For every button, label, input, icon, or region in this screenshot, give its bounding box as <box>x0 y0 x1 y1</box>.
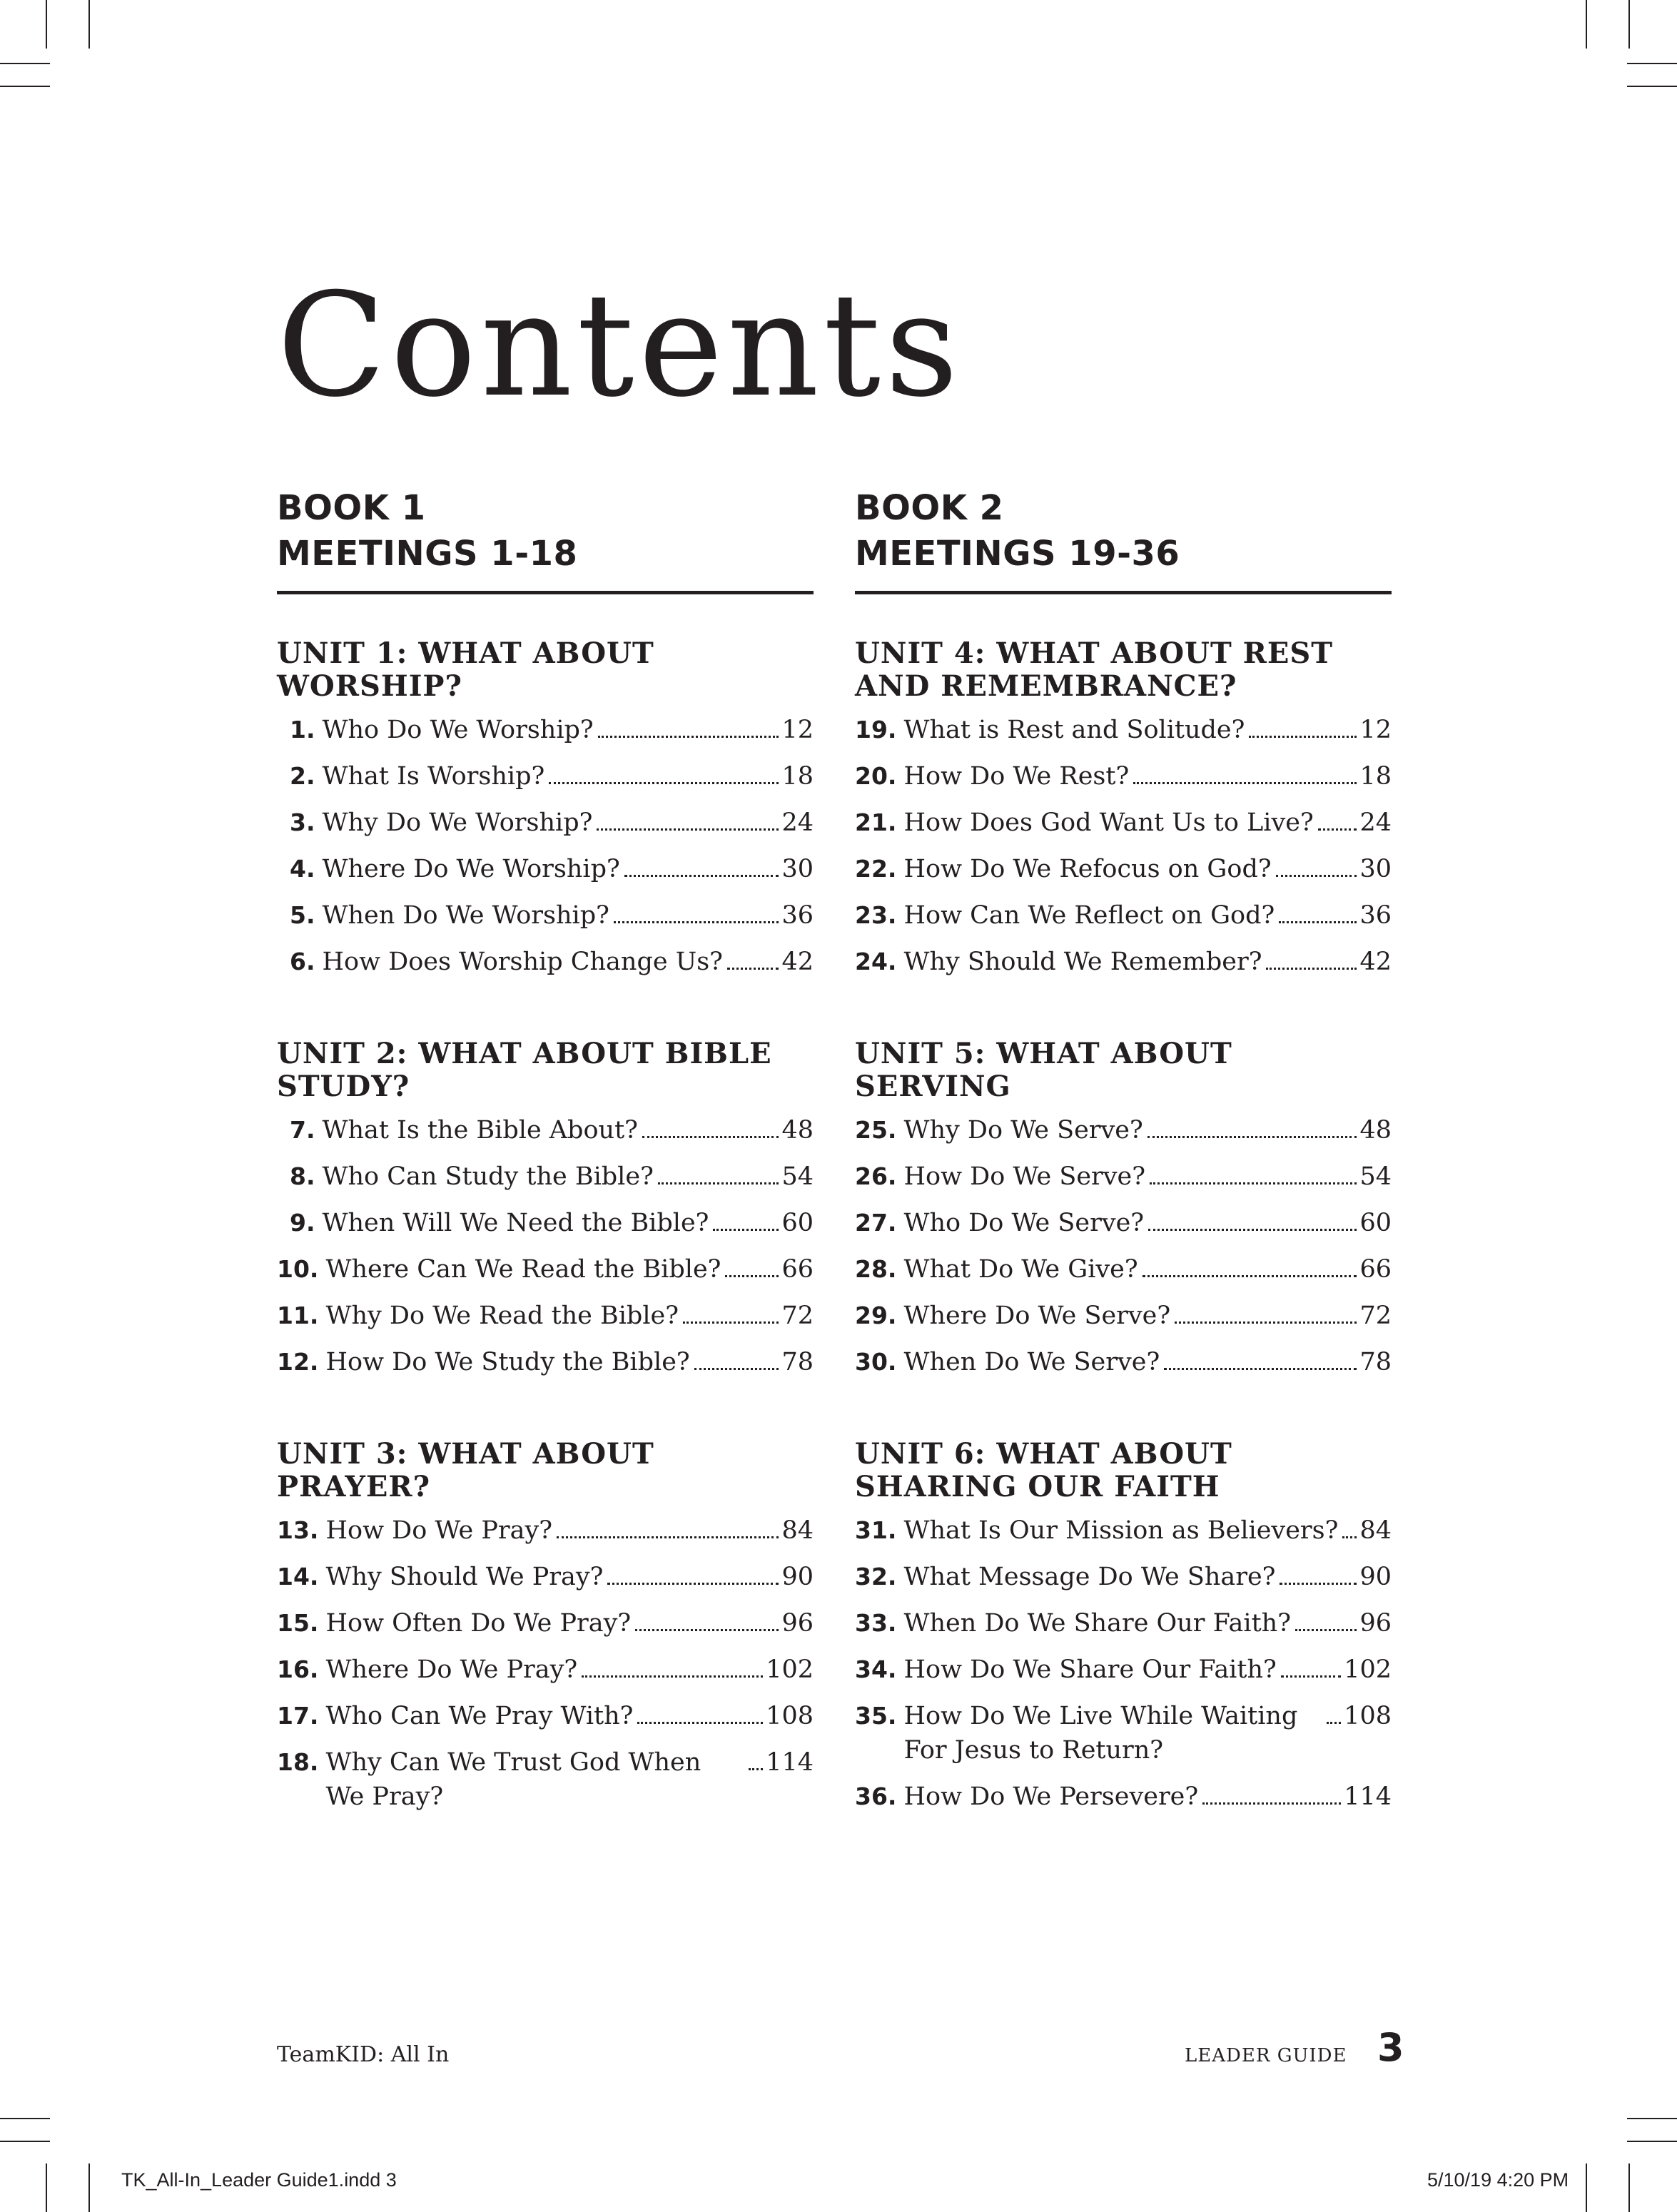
page-number: 96 <box>1359 1609 1392 1638</box>
meeting-number: 3. <box>290 808 315 836</box>
dot-leader <box>1249 736 1357 738</box>
meeting-number: 9. <box>290 1209 315 1237</box>
toc-entry[interactable] <box>855 1252 1392 1287</box>
toc-entry[interactable] <box>855 945 1392 979</box>
book-heading <box>277 485 814 577</box>
toc-unit <box>277 637 814 979</box>
dot-leader <box>1266 968 1357 970</box>
page-number: 36 <box>781 901 814 930</box>
dot-leader <box>1276 875 1357 877</box>
page-number: 18 <box>781 762 814 791</box>
toc-entry[interactable] <box>277 1299 814 1333</box>
meeting-title: When Do We Share Our Faith? <box>903 1609 1291 1638</box>
dot-leader <box>683 1321 779 1324</box>
meeting-title: What Do We Give? <box>903 1255 1138 1284</box>
entry-body <box>325 1699 814 1733</box>
crop-mark <box>0 86 50 87</box>
heading-rule <box>277 591 814 594</box>
dot-leader <box>549 782 779 784</box>
page-number: 12 <box>1359 716 1392 744</box>
entry-body <box>903 1252 1392 1287</box>
meeting-title: How Do We Rest? <box>903 762 1130 791</box>
book-label: BOOK 1 <box>277 488 426 528</box>
toc-entry[interactable] <box>277 1206 814 1240</box>
toc-entry[interactable] <box>855 1513 1392 1548</box>
meeting-number: 7. <box>290 1116 315 1144</box>
dot-leader <box>635 1629 779 1631</box>
page-number: 24 <box>1359 808 1392 837</box>
toc-entry[interactable] <box>277 1113 814 1147</box>
page-number: 84 <box>781 1516 814 1545</box>
meeting-title: How Can We Reflect on God? <box>903 901 1275 930</box>
meeting-title: How Does God Want Us to Live? <box>903 808 1314 837</box>
dot-leader <box>1175 1321 1357 1324</box>
page-number: 42 <box>781 948 814 976</box>
book-label: BOOK 2 <box>855 488 1004 528</box>
book-2-column <box>855 485 1392 1872</box>
entry-body <box>325 1606 814 1640</box>
dot-leader <box>1318 828 1357 831</box>
meeting-title: What Is the Bible About? <box>322 1116 638 1145</box>
meeting-number: 16. <box>277 1655 319 1683</box>
book-heading <box>855 485 1392 577</box>
meeting-title: Where Do We Pray? <box>325 1655 578 1684</box>
toc-entry[interactable] <box>855 1780 1392 1814</box>
page-number: 66 <box>781 1255 814 1284</box>
toc-unit <box>855 637 1392 979</box>
entry-body <box>903 898 1392 933</box>
toc-unit <box>277 1438 814 1814</box>
meeting-title: What is Rest and Solitude? <box>903 716 1245 744</box>
meeting-number: 20. <box>855 762 897 790</box>
dot-leader <box>1279 921 1357 923</box>
toc-entry[interactable] <box>855 806 1392 840</box>
meeting-title: How Often Do We Pray? <box>325 1609 632 1638</box>
entry-body <box>903 1299 1392 1333</box>
crop-mark <box>1627 2118 1677 2119</box>
meeting-title: Why Can We Trust God When We Pray? <box>325 1748 701 1811</box>
page-number: 102 <box>766 1655 814 1684</box>
toc-entry[interactable] <box>277 1160 814 1194</box>
dot-leader <box>713 1229 779 1231</box>
page-number: 36 <box>1359 901 1392 930</box>
page-number: 66 <box>1359 1255 1392 1284</box>
meeting-number: 5. <box>290 901 315 929</box>
toc-entry[interactable] <box>855 1653 1392 1687</box>
meeting-title: Why Do We Worship? <box>322 808 593 837</box>
page-number: 90 <box>781 1563 814 1591</box>
dot-leader <box>637 1722 763 1724</box>
entry-body <box>323 852 814 886</box>
toc-entry[interactable] <box>277 713 814 747</box>
meeting-number: 14. <box>277 1563 319 1590</box>
page-number: 30 <box>781 855 814 883</box>
meeting-title: Why Do We Read the Bible? <box>325 1302 679 1330</box>
meeting-number: 26. <box>855 1162 897 1190</box>
entry-body <box>323 1206 814 1240</box>
entry-body <box>903 1206 1392 1240</box>
entry-body <box>903 1780 1392 1814</box>
unit-title: UNIT 5: WHAT ABOUT SERVING <box>855 1037 1232 1103</box>
meeting-title: How Do We Share Our Faith? <box>903 1655 1277 1684</box>
meeting-title: Who Do We Worship? <box>322 716 594 744</box>
page-number: 54 <box>1359 1162 1392 1191</box>
toc-entry[interactable] <box>855 898 1392 933</box>
unit-title: UNIT 3: WHAT ABOUT PRAYER? <box>277 1437 654 1503</box>
toc-entry[interactable] <box>277 898 814 933</box>
entry-body <box>323 945 814 979</box>
book-1-column <box>277 485 814 1872</box>
dot-leader <box>598 736 779 738</box>
entry-body <box>903 1113 1392 1147</box>
toc-entry[interactable] <box>855 1560 1392 1594</box>
dot-leader <box>1342 1536 1357 1538</box>
page-number: 60 <box>1359 1209 1392 1237</box>
meeting-title: How Do We Pray? <box>325 1516 553 1545</box>
meeting-number: 17. <box>277 1702 319 1730</box>
meeting-number: 13. <box>277 1516 319 1544</box>
entry-body <box>325 1345 814 1379</box>
heading-rule <box>855 591 1392 594</box>
toc-entry[interactable] <box>277 1745 814 1814</box>
toc-entry[interactable] <box>277 806 814 840</box>
meeting-number: 21. <box>855 808 897 836</box>
entry-body <box>903 806 1392 840</box>
meeting-number: 22. <box>855 855 897 883</box>
dot-leader <box>1280 1583 1357 1585</box>
crop-mark <box>1586 0 1587 49</box>
crop-mark <box>46 0 47 49</box>
meeting-title: How Do We Persevere? <box>903 1782 1199 1811</box>
toc-entry[interactable] <box>855 1699 1392 1767</box>
meeting-title: What Is Worship? <box>322 762 545 791</box>
toc-unit <box>277 1037 814 1379</box>
toc-entry[interactable] <box>855 759 1392 793</box>
entry-body <box>323 898 814 933</box>
toc-entry[interactable] <box>277 1653 814 1687</box>
dot-leader <box>624 875 779 877</box>
meeting-number: 15. <box>277 1609 319 1637</box>
toc-entry[interactable] <box>277 1560 814 1594</box>
dot-leader <box>694 1368 779 1370</box>
dot-leader <box>557 1536 779 1538</box>
meeting-number: 19. <box>855 716 897 744</box>
page-number: 84 <box>1359 1516 1392 1545</box>
dot-leader <box>1150 1182 1357 1184</box>
toc-entry[interactable] <box>277 759 814 793</box>
unit-title: UNIT 2: WHAT ABOUT BIBLE STUDY? <box>277 1037 772 1103</box>
crop-mark <box>0 63 50 64</box>
meeting-number: 8. <box>290 1162 315 1190</box>
entry-body <box>323 713 814 747</box>
crop-mark <box>1627 2141 1677 2142</box>
meeting-number: 18. <box>277 1748 319 1776</box>
meetings-range: MEETINGS 1-18 <box>277 534 578 574</box>
entry-body <box>325 1252 814 1287</box>
dot-leader <box>607 1583 779 1585</box>
dot-leader <box>1202 1802 1341 1805</box>
meeting-number: 23. <box>855 901 897 929</box>
dot-leader <box>727 968 779 970</box>
toc-entry[interactable] <box>855 1113 1392 1147</box>
dot-leader <box>725 1275 779 1277</box>
entry-body <box>903 852 1392 886</box>
toc-entry[interactable] <box>855 852 1392 886</box>
meeting-title: Who Do We Serve? <box>903 1209 1145 1237</box>
unit-title: UNIT 1: WHAT ABOUT WORSHIP? <box>277 636 654 703</box>
page-number: 114 <box>1344 1782 1392 1811</box>
meeting-number: 28. <box>855 1255 897 1283</box>
dot-leader <box>749 1768 763 1770</box>
crop-mark <box>88 0 90 49</box>
entry-body <box>325 1513 814 1548</box>
dot-leader <box>1147 1136 1357 1138</box>
entry-body <box>903 1699 1392 1767</box>
meeting-title: Where Do We Serve? <box>903 1302 1171 1330</box>
toc-entry[interactable] <box>277 1252 814 1287</box>
unit-title: UNIT 4: WHAT ABOUT REST AND REMEMBRANCE? <box>855 636 1334 703</box>
page-number: 72 <box>1359 1302 1392 1330</box>
page-number: 78 <box>1359 1348 1392 1376</box>
page-number: 96 <box>781 1609 814 1638</box>
meeting-number: 6. <box>290 948 315 975</box>
meeting-number: 30. <box>855 1348 897 1376</box>
toc-entry[interactable] <box>855 713 1392 747</box>
meeting-number: 4. <box>290 855 315 883</box>
meeting-number: 35. <box>855 1702 897 1730</box>
page-number: 102 <box>1344 1655 1392 1684</box>
footer-page-number: 3 <box>1377 2025 1404 2070</box>
entry-body <box>903 1560 1392 1594</box>
entry-body <box>903 713 1392 747</box>
page-number: 90 <box>1359 1563 1392 1591</box>
entry-body <box>323 759 814 793</box>
meeting-number: 32. <box>855 1563 897 1590</box>
meeting-number: 36. <box>855 1782 897 1810</box>
entry-body <box>323 1160 814 1194</box>
dot-leader <box>658 1182 779 1184</box>
toc-entry[interactable] <box>277 1513 814 1548</box>
meeting-title: What Message Do We Share? <box>903 1563 1276 1591</box>
crop-mark <box>1627 86 1677 87</box>
page-number: 42 <box>1359 948 1392 976</box>
dot-leader <box>1295 1629 1357 1631</box>
crop-mark <box>88 2163 90 2212</box>
entry-body <box>903 945 1392 979</box>
page-number: 12 <box>781 716 814 744</box>
entry-body <box>323 806 814 840</box>
entry-body <box>903 1345 1392 1379</box>
toc-entry[interactable] <box>277 945 814 979</box>
crop-mark <box>0 2118 50 2119</box>
crop-mark <box>1628 2163 1630 2212</box>
slug-filename: TK_All-In_Leader Guide1.indd 3 <box>121 2169 397 2191</box>
page-number: 48 <box>781 1116 814 1145</box>
entry-body <box>903 1606 1392 1640</box>
entry-body <box>903 1513 1392 1548</box>
toc-entry[interactable] <box>855 1299 1392 1333</box>
entry-body <box>903 1653 1392 1687</box>
dot-leader <box>1164 1368 1357 1370</box>
toc-entry[interactable] <box>855 1206 1392 1240</box>
meeting-title: Where Do We Worship? <box>322 855 620 883</box>
page-number: 60 <box>781 1209 814 1237</box>
meeting-title: What Is Our Mission as Believers? <box>903 1516 1339 1545</box>
entry-body <box>323 1113 814 1147</box>
dot-leader <box>614 921 779 923</box>
dot-leader <box>1148 1229 1357 1231</box>
meeting-number: 11. <box>277 1302 319 1329</box>
entry-body <box>325 1745 814 1814</box>
meeting-title: How Do We Serve? <box>903 1162 1146 1191</box>
page-number: 18 <box>1359 762 1392 791</box>
crop-mark <box>0 2141 50 2142</box>
meeting-title: When Will We Need the Bible? <box>322 1209 709 1237</box>
unit-title: UNIT 6: WHAT ABOUT SHARING OUR FAITH <box>855 1437 1232 1503</box>
toc-entry[interactable] <box>855 1345 1392 1379</box>
dot-leader <box>1143 1275 1357 1277</box>
page-number: 48 <box>1359 1116 1392 1145</box>
meeting-title: Why Do We Serve? <box>903 1116 1143 1145</box>
page-number: 108 <box>1344 1702 1392 1730</box>
crop-mark <box>1627 63 1677 64</box>
meeting-title: Who Can Study the Bible? <box>322 1162 654 1191</box>
meeting-number: 1. <box>290 716 315 744</box>
meeting-number: 24. <box>855 948 897 975</box>
meeting-number: 12. <box>277 1348 319 1376</box>
meetings-range: MEETINGS 19-36 <box>855 534 1180 574</box>
toc-entry[interactable] <box>277 852 814 886</box>
dot-leader <box>1281 1675 1341 1678</box>
toc-entry[interactable] <box>277 1699 814 1733</box>
meeting-title: How Does Worship Change Us? <box>322 948 723 976</box>
toc-entry[interactable] <box>855 1160 1392 1194</box>
page-number: 24 <box>781 808 814 837</box>
meeting-title: Why Should We Remember? <box>903 948 1262 976</box>
meeting-number: 29. <box>855 1302 897 1329</box>
meeting-number: 2. <box>290 762 315 790</box>
toc-unit <box>855 1037 1392 1379</box>
dot-leader <box>582 1675 763 1678</box>
page-number: 72 <box>781 1302 814 1330</box>
meeting-title: Where Can We Read the Bible? <box>325 1255 721 1284</box>
entry-body <box>325 1299 814 1333</box>
entry-body <box>325 1653 814 1687</box>
meeting-title: How Do We Refocus on God? <box>903 855 1272 883</box>
toc-unit <box>855 1438 1392 1814</box>
meeting-number: 10. <box>277 1255 319 1283</box>
toc-entry[interactable] <box>277 1345 814 1379</box>
entry-body <box>903 1160 1392 1194</box>
meeting-title: How Do We Live While Waiting For Jesus to Return? <box>903 1702 1298 1765</box>
meeting-number: 25. <box>855 1116 897 1144</box>
entry-body <box>903 759 1392 793</box>
page-number: 54 <box>781 1162 814 1191</box>
dot-leader <box>597 828 779 831</box>
page-number: 78 <box>781 1348 814 1376</box>
dot-leader <box>1327 1722 1341 1724</box>
meeting-title: Why Should We Pray? <box>325 1563 604 1591</box>
meeting-title: Who Can We Pray With? <box>325 1702 634 1730</box>
page-title: Contents <box>277 263 963 429</box>
footer-guide-label: LEADER GUIDE <box>1185 2045 1347 2066</box>
crop-mark <box>46 2163 47 2212</box>
toc-entry[interactable] <box>277 1606 814 1640</box>
meeting-number: 31. <box>855 1516 897 1544</box>
meeting-title: When Do We Serve? <box>903 1348 1160 1376</box>
slug-timestamp: 5/10/19 4:20 PM <box>1427 2169 1569 2191</box>
dot-leader <box>642 1136 779 1138</box>
meeting-title: How Do We Study the Bible? <box>325 1348 690 1376</box>
toc-entry[interactable] <box>855 1606 1392 1640</box>
dot-leader <box>1133 782 1357 784</box>
page-number: 114 <box>766 1748 814 1777</box>
entry-body <box>325 1560 814 1594</box>
footer-series-title: TeamKID: All In <box>277 2042 450 2067</box>
page-number: 30 <box>1359 855 1392 883</box>
page-number: 108 <box>766 1702 814 1730</box>
meeting-number: 27. <box>855 1209 897 1237</box>
unit-list <box>855 637 1392 1814</box>
crop-mark <box>1586 2163 1587 2212</box>
meeting-number: 33. <box>855 1609 897 1637</box>
meeting-number: 34. <box>855 1655 897 1683</box>
crop-mark <box>1628 0 1630 49</box>
meeting-title: When Do We Worship? <box>322 901 609 930</box>
unit-list <box>277 637 814 1814</box>
